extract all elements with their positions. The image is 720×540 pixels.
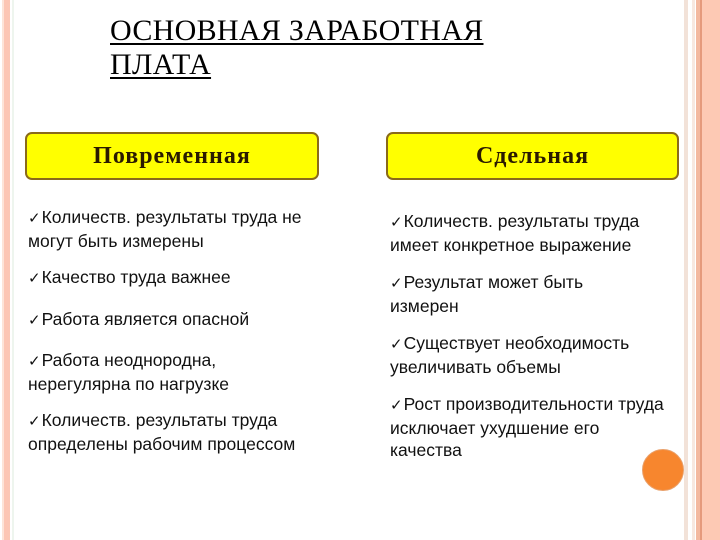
checkmark-icon: ✓: [390, 397, 403, 414]
list-item: ✓Качество труда важнее: [28, 267, 231, 287]
checkmark-icon: ✓: [28, 312, 41, 329]
orange-circle-decoration-icon: [642, 449, 684, 491]
list-item: ✓Существует необходимость увеличивать объемы: [390, 333, 630, 377]
checkmark-icon: ✓: [390, 275, 403, 292]
checkmark-icon: ✓: [390, 214, 403, 231]
right-stripe-5: [702, 0, 720, 540]
checkmark-icon: ✓: [390, 336, 403, 353]
checkmark-icon: ✓: [28, 353, 41, 370]
left-stripe-2: [4, 0, 10, 540]
slide-title-line-1: ОСНОВНАЯ ЗАРАБОТНАЯ: [110, 14, 484, 47]
list-item: ✓Количеств. результаты труда имеет конкретное выражение: [390, 211, 640, 255]
checkmark-icon: ✓: [28, 210, 41, 227]
list-item: ✓Работа является опасной: [28, 309, 250, 329]
left-stripe-3: [12, 0, 14, 540]
right-stripe-2: [692, 0, 695, 540]
checkmark-icon: ✓: [28, 270, 41, 287]
checkmark-icon: ✓: [28, 413, 41, 430]
list-item: ✓Количеств. результаты труда определены рабочим процессом: [28, 410, 296, 454]
time-based-criteria-list: [28, 206, 328, 455]
list-item: ✓Результат может быть измерен: [390, 272, 584, 316]
slide-title-line-2: ПЛАТА: [110, 48, 212, 81]
list-item: ✓Работа неоднородна, нерегулярна по нагрузке: [28, 350, 230, 394]
column-header-piece-rate: Сдельная: [386, 132, 679, 180]
piece-rate-criteria-list: [390, 210, 690, 461]
left-decorative-border: [0, 0, 16, 540]
column-header-time-based: Повременная: [25, 132, 319, 180]
list-item: ✓Рост производительности труда исключает ухудшение его качества: [390, 394, 664, 460]
list-item: ✓Количеств. результаты труда не могут быть измерены: [28, 207, 302, 251]
slide-title: [110, 14, 610, 82]
